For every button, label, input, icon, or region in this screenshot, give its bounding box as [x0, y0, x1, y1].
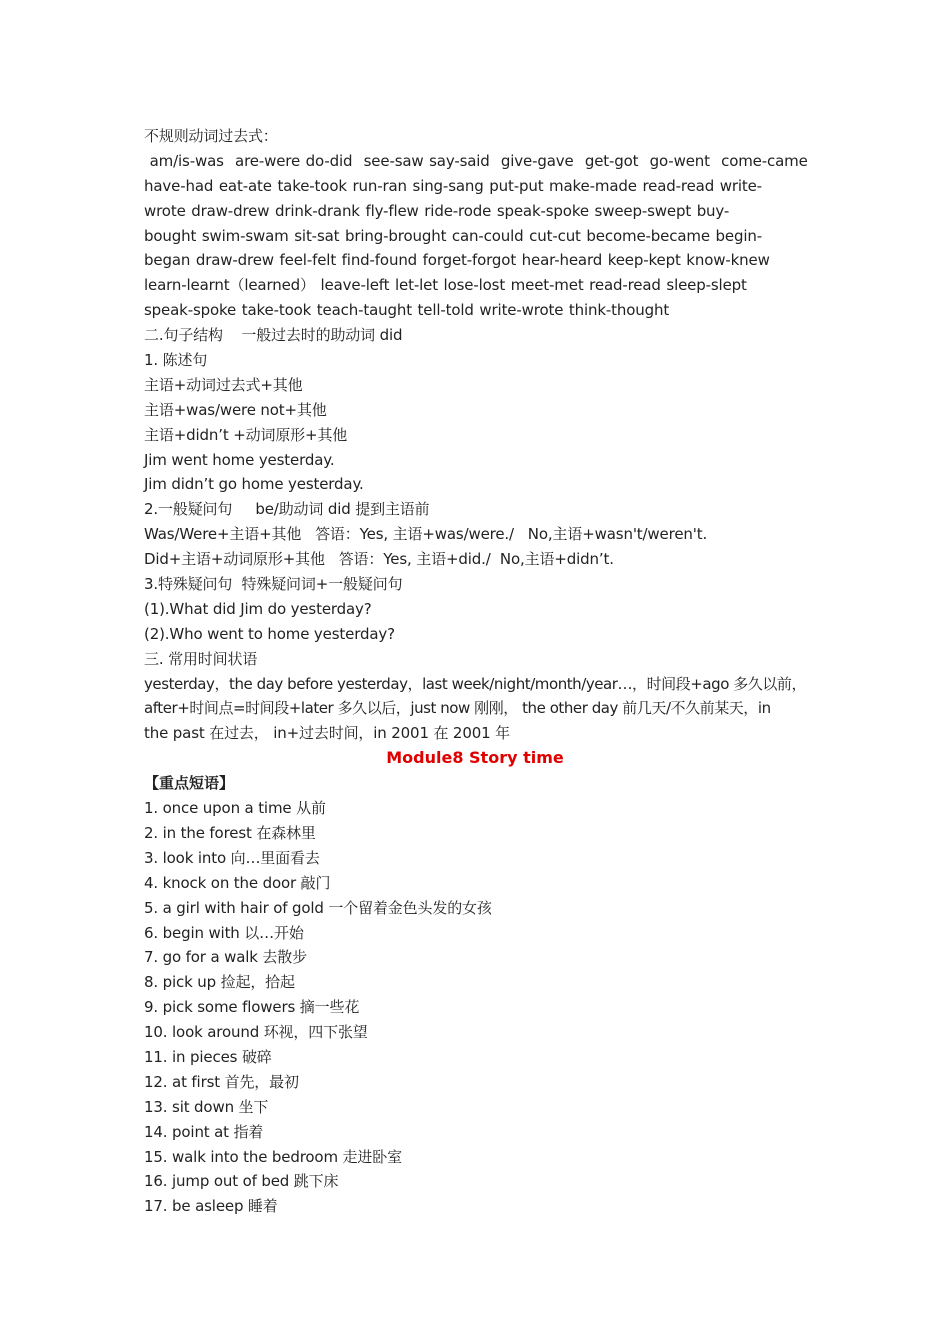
phrases-title: 【重点短语】	[144, 774, 235, 793]
phrase-item: 12. at first 首先，最初	[144, 1072, 299, 1091]
irregular-verbs-line: am/is-was are-were do-did see-saw say-said give-gave get-got go-went come-came	[144, 151, 808, 170]
irregular-verbs-line: learn-learnt（learned） leave-left let-let lose-lost meet-met read-read sleep-slept	[144, 276, 747, 295]
structure-line: 3.特殊疑问句 特殊疑问词+一般疑问句	[144, 575, 403, 594]
structure-line: 2.一般疑问句 be/助动词 did 提到主语前	[144, 500, 430, 519]
irregular-verbs-line: have-had eat-ate take-took run-ran sing-sang put-put make-made read-read write-	[144, 176, 762, 195]
section-heading: 三. 常用时间状语	[144, 649, 258, 668]
irregular-verbs-line: bought swim-swam sit-sat bring-brought can-could cut-cut become-became begin-	[144, 226, 762, 245]
irregular-verbs-list	[144, 149, 814, 323]
irregular-verbs-title: 不规则动词过去式：	[144, 127, 278, 145]
phrase-item: 16. jump out of bed 跳下床	[144, 1172, 339, 1191]
phrase-item: 7. go for a walk 去散步	[144, 948, 307, 967]
structure-line: 主语+was/were not+其他	[144, 400, 327, 419]
module-heading: Module8 Story time	[386, 748, 564, 768]
example-sentence: (1).What did Jim do yesterday?	[144, 599, 372, 618]
irregular-verbs-line: began draw-drew feel-felt find-found forget-forgot hear-heard keep-kept know-knew	[144, 251, 770, 270]
phrase-item: 1. once upon a time 从前	[144, 799, 326, 818]
phrase-item: 3. look into 向…里面看去	[144, 848, 320, 867]
time-adverbial-line: yesterday，the day before yesterday，last week/night/month/year…，时间段+ago 多久以前，	[144, 674, 806, 693]
time-adverbial-line: after+时间点=时间段+later 多久以后，just now 刚刚， the other day 前几天/不久前某天，in	[144, 699, 771, 718]
structure-line: Was/Were+主语+其他 答语：Yes, 主语+was/were./ No,主语+wasn't/weren't.	[144, 525, 708, 544]
document-page	[144, 124, 814, 1219]
phrase-item: 9. pick some flowers 摘一些花	[144, 998, 360, 1017]
time-adverbial-line: the past 在过去， in+过去时间，in 2001 在 2001 年	[144, 724, 510, 743]
phrase-item: 2. in the forest 在森林里	[144, 823, 316, 842]
phrase-item: 8. pick up 捡起，拾起	[144, 973, 295, 992]
phrase-item: 5. a girl with hair of gold 一个留着金色头发的女孩	[144, 898, 492, 917]
example-sentence: (2).Who went to home yesterday?	[144, 624, 395, 643]
irregular-verbs-line: wrote draw-drew drink-drank fly-flew ride-rode speak-spoke sweep-swept buy-	[144, 201, 730, 220]
key-phrases-list	[144, 796, 814, 1219]
irregular-verbs-line: speak-spoke take-took teach-taught tell-told write-wrote think-thought	[144, 301, 670, 320]
section-heading: 二.句子结构 一般过去时的助动词 did	[144, 326, 403, 345]
phrase-item: 11. in pieces 破碎	[144, 1047, 272, 1066]
structure-line: 主语+didn’t +动词原形+其他	[144, 425, 348, 444]
phrase-item: 13. sit down 坐下	[144, 1097, 269, 1116]
structure-line: 主语+动词过去式+其他	[144, 375, 303, 394]
phrase-item: 6. begin with 以…开始	[144, 923, 304, 942]
structure-line: Did+主语+动词原形+其他 答语：Yes, 主语+did./ No,主语+didn’t.	[144, 550, 614, 569]
phrase-item: 10. look around 环视，四下张望	[144, 1023, 368, 1042]
example-sentence: Jim didn’t go home yesterday.	[144, 475, 364, 494]
sentence-structure-section	[144, 323, 814, 746]
example-sentence: Jim went home yesterday.	[144, 450, 335, 469]
structure-line: 1. 陈述句	[144, 351, 208, 370]
phrase-item: 17. be asleep 睡着	[144, 1197, 278, 1216]
phrase-item: 14. point at 指着	[144, 1122, 264, 1141]
phrase-item: 15. walk into the bedroom 走进卧室	[144, 1147, 402, 1166]
phrase-item: 4. knock on the door 敲门	[144, 873, 331, 892]
